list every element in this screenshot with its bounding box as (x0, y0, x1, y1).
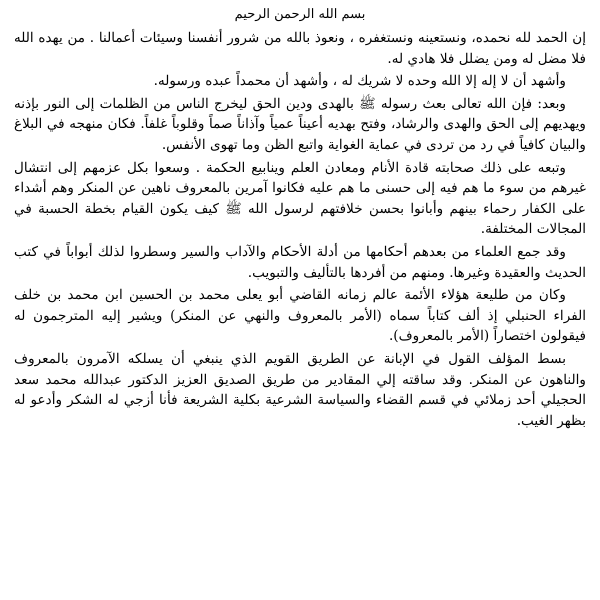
paragraph-2: وأشهد أن لا إله إلا الله وحده لا شريك له ، وأشهد أن محمداً عبده ورسوله. (153, 73, 566, 90)
paragraph-5: وقد جمع العلماء من بعدهم أحكامها من أدلة الأحكام والآداب والسير وسطروا لذلك أبواباً في كتب الحديث والعقيدة وغيرها. ومنهم من أفردها بالتأليف والتبويب. (14, 243, 586, 281)
basmala-heading: بسم الله الرحمن الرحيم (234, 7, 366, 22)
paragraph-1: إن الحمد لله نحمده، ونستعينه ونستغفره ، ونعوذ بالله من شرور أنفسنا وسيئات أعمالنا . من يهده الله فلا مضل له ومن يضلل فلا هادي له. (14, 30, 586, 67)
paragraph-3: وبعد: فإن الله تعالى بعث رسوله ﷺ بالهدى ودين الحق ليخرج الناس من الظلمات إلى النور بإذنه ويهديهم إلى الحق والهدى والرشاد، وفتح بهديه أعيناً عمياً وآذاناً صماً وقلوباً غلفاً. فكان منهجه في البلاغ والبيان كافياً في رد من تردى في عماية الغواية واتبع الظن وما تهوى الأنفس. (14, 95, 586, 153)
paragraph-4: وتبعه على ذلك صحابته قادة الأنام ومعادن العلم وينابيع الحكمة . وسعوا بكل عزمهم إلى انتشال غيرهم من سوء ما هم فيه إلى حسنى ما هم عليه فكانوا آمرين بالمعروف ناهين عن المنكر وهم أشداء على الكفار رحماء بينهم وأبانوا بحسن خلافتهم لرسول الله ﷺ كيف يكون القيام بخطة الحسبة في المجالات المختلفة. (14, 159, 586, 238)
document-page (14, 4, 586, 596)
paragraph-6: وكان من طليعة هؤلاء الأئمة عالم زمانه القاضي أبو يعلى محمد بن الحسين ابن محمد بن خلف الفراء الحنبلي إذ ألف كتاباً سماه (الأمر بالمعروف والنهي عن المنكر) ويشير إليه المترجمون له فيقولون اختصاراً (الأمر بالمعروف). (14, 287, 586, 345)
paragraph-7: بسط المؤلف القول في الإبانة عن الطريق القويم الذي ينبغي أن يسلكه الآمرون بالمعروف والناهون عن المنكر. وقد ساقته إلي المقادير من طريق الصديق العزيز الدكتور عبدالله محمد سعد الحجيلي أحد زملائي في قسم القضاء والسياسة الشرعية بكلية الشريعة فأنا أزجي له الشكر وأدعو له بظهر الغيب. (14, 350, 586, 429)
